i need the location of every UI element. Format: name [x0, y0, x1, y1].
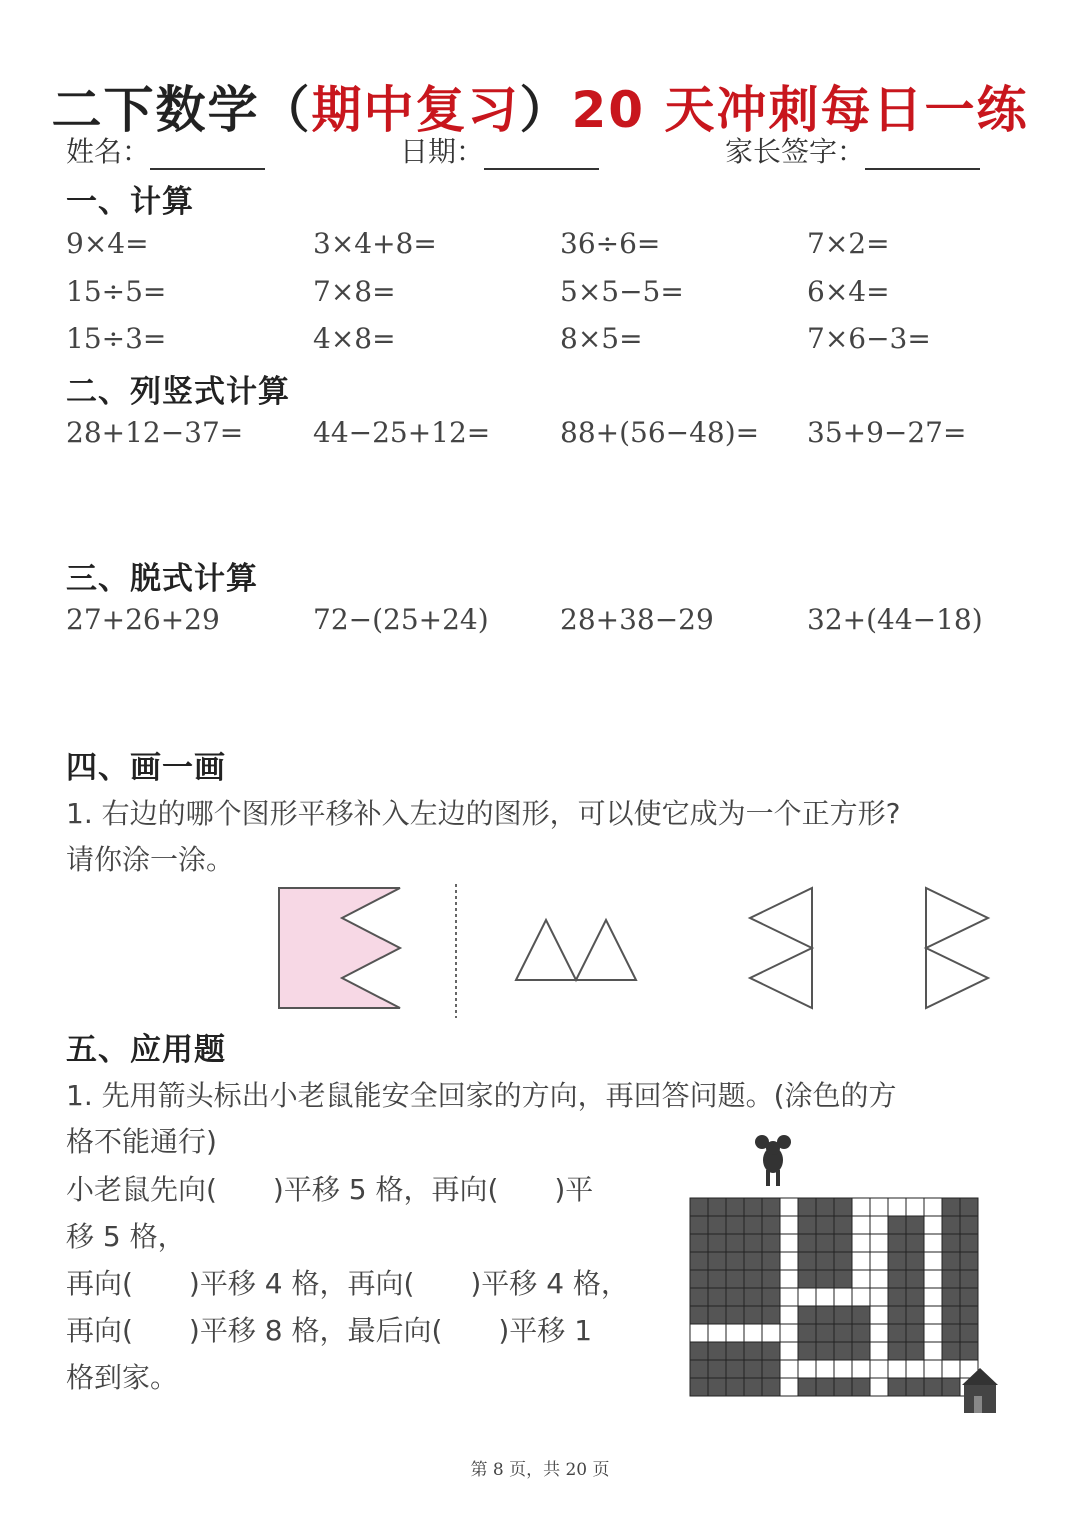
maze-blocked-cell[interactable] — [906, 1342, 924, 1360]
option-triangles-right[interactable] — [926, 888, 988, 1008]
maze-figure — [680, 1130, 1010, 1420]
option-triangles-up[interactable] — [516, 920, 636, 980]
date-label: 日期： — [400, 135, 485, 168]
sign-field — [725, 130, 980, 170]
maze-open-cell[interactable] — [780, 1234, 798, 1252]
section-3-heading: 三、脱式计算 — [66, 561, 258, 597]
vertical-item: 35+9−27= — [807, 416, 967, 449]
vertical-item: 88+(56−48)= — [560, 416, 760, 449]
maze-open-cell[interactable] — [852, 1216, 870, 1234]
maze-open-cell[interactable] — [924, 1198, 942, 1216]
maze-open-cell[interactable] — [798, 1288, 816, 1306]
name-label: 姓名： — [66, 135, 151, 168]
maze-blocked-cell[interactable] — [816, 1252, 834, 1270]
maze-blocked-cell[interactable] — [906, 1216, 924, 1234]
maze-blocked-cell[interactable] — [726, 1306, 744, 1324]
maze-blocked-cell[interactable] — [708, 1306, 726, 1324]
maze-open-cell[interactable] — [870, 1252, 888, 1270]
maze-blocked-cell[interactable] — [798, 1198, 816, 1216]
maze-open-cell[interactable] — [834, 1360, 852, 1378]
maze-blocked-cell[interactable] — [888, 1378, 906, 1396]
maze-open-cell[interactable] — [690, 1324, 708, 1342]
maze-blocked-cell[interactable] — [744, 1252, 762, 1270]
calc-item: 15÷5= — [66, 275, 167, 308]
maze-blocked-cell[interactable] — [906, 1270, 924, 1288]
sign-blank[interactable] — [865, 138, 980, 170]
maze-blocked-cell[interactable] — [798, 1252, 816, 1270]
app-question-line4: 移 5 格， — [66, 1220, 186, 1253]
maze-blocked-cell[interactable] — [798, 1342, 816, 1360]
calc-item: 3×4+8= — [313, 227, 437, 260]
section-4-heading: 四、画一画 — [66, 750, 226, 786]
maze-blocked-cell[interactable] — [708, 1342, 726, 1360]
maze-open-cell[interactable] — [780, 1216, 798, 1234]
maze-blocked-cell[interactable] — [708, 1288, 726, 1306]
maze-open-cell[interactable] — [852, 1270, 870, 1288]
maze-blocked-cell[interactable] — [816, 1270, 834, 1288]
app-question-line1: 1. 先用箭头标出小老鼠能安全回家的方向，再回答问题。(涂色的方 — [66, 1079, 897, 1112]
maze-open-cell[interactable] — [780, 1198, 798, 1216]
maze-open-cell[interactable] — [852, 1198, 870, 1216]
maze-blocked-cell[interactable] — [960, 1324, 978, 1342]
maze-blocked-cell[interactable] — [798, 1216, 816, 1234]
maze-blocked-cell[interactable] — [834, 1306, 852, 1324]
maze-blocked-cell[interactable] — [690, 1306, 708, 1324]
maze-blocked-cell[interactable] — [798, 1324, 816, 1342]
maze-open-cell[interactable] — [780, 1288, 798, 1306]
maze-blocked-cell[interactable] — [888, 1288, 906, 1306]
maze-blocked-cell[interactable] — [744, 1378, 762, 1396]
calc-item: 7×6−3= — [807, 322, 931, 355]
stepwise-item: 27+26+29 — [66, 603, 220, 636]
date-field — [400, 130, 599, 170]
maze-blocked-cell[interactable] — [690, 1342, 708, 1360]
maze-blocked-cell[interactable] — [744, 1216, 762, 1234]
maze-blocked-cell[interactable] — [816, 1198, 834, 1216]
maze-blocked-cell[interactable] — [888, 1270, 906, 1288]
maze-blocked-cell[interactable] — [762, 1198, 780, 1216]
draw-question-line2: 请你涂一涂。 — [66, 843, 235, 876]
sign-label: 家长签字： — [725, 135, 866, 168]
maze-blocked-cell[interactable] — [744, 1288, 762, 1306]
maze-blocked-cell[interactable] — [690, 1270, 708, 1288]
maze-blocked-cell[interactable] — [852, 1378, 870, 1396]
maze-blocked-cell[interactable] — [888, 1324, 906, 1342]
stepwise-item: 72−(25+24) — [313, 603, 489, 636]
name-blank[interactable] — [150, 138, 265, 170]
maze-open-cell[interactable] — [906, 1360, 924, 1378]
maze-blocked-cell[interactable] — [942, 1378, 960, 1396]
maze-blocked-cell[interactable] — [834, 1198, 852, 1216]
maze-open-cell[interactable] — [780, 1378, 798, 1396]
maze-blocked-cell[interactable] — [762, 1378, 780, 1396]
maze-blocked-cell[interactable] — [816, 1306, 834, 1324]
calc-item: 5×5−5= — [560, 275, 684, 308]
maze-blocked-cell[interactable] — [942, 1252, 960, 1270]
maze-blocked-cell[interactable] — [744, 1306, 762, 1324]
maze-open-cell[interactable] — [924, 1252, 942, 1270]
maze-open-cell[interactable] — [870, 1324, 888, 1342]
maze-blocked-cell[interactable] — [708, 1378, 726, 1396]
maze-open-cell[interactable] — [924, 1234, 942, 1252]
maze-blocked-cell[interactable] — [942, 1270, 960, 1288]
calc-item: 7×2= — [807, 227, 890, 260]
maze-blocked-cell[interactable] — [726, 1288, 744, 1306]
maze-open-cell[interactable] — [924, 1306, 942, 1324]
maze-open-cell[interactable] — [870, 1360, 888, 1378]
notched-square-figure — [279, 888, 400, 1008]
maze-blocked-cell[interactable] — [906, 1306, 924, 1324]
maze-blocked-cell[interactable] — [960, 1288, 978, 1306]
maze-open-cell[interactable] — [780, 1342, 798, 1360]
maze-open-cell[interactable] — [780, 1360, 798, 1378]
maze-blocked-cell[interactable] — [942, 1216, 960, 1234]
mouse-icon — [755, 1135, 791, 1186]
maze-blocked-cell[interactable] — [744, 1360, 762, 1378]
maze-open-cell[interactable] — [870, 1198, 888, 1216]
stepwise-item: 32+(44−18) — [807, 603, 983, 636]
maze-blocked-cell[interactable] — [690, 1288, 708, 1306]
maze-blocked-cell[interactable] — [906, 1234, 924, 1252]
maze-blocked-cell[interactable] — [798, 1306, 816, 1324]
maze-blocked-cell[interactable] — [852, 1342, 870, 1360]
maze-blocked-cell[interactable] — [906, 1288, 924, 1306]
maze-blocked-cell[interactable] — [708, 1252, 726, 1270]
maze-open-cell[interactable] — [870, 1216, 888, 1234]
maze-blocked-cell[interactable] — [816, 1324, 834, 1342]
maze-open-cell[interactable] — [870, 1342, 888, 1360]
maze-blocked-cell[interactable] — [708, 1198, 726, 1216]
draw-question-line1: 1. 右边的哪个图形平移补入左边的图形，可以使它成为一个正方形? — [66, 797, 901, 830]
maze-open-cell[interactable] — [924, 1270, 942, 1288]
maze-blocked-cell[interactable] — [834, 1342, 852, 1360]
maze-open-cell[interactable] — [762, 1324, 780, 1342]
maze-blocked-cell[interactable] — [888, 1216, 906, 1234]
maze-blocked-cell[interactable] — [762, 1234, 780, 1252]
translation-figures — [270, 880, 1010, 1020]
calc-item: 7×8= — [313, 275, 396, 308]
maze-blocked-cell[interactable] — [816, 1378, 834, 1396]
maze-blocked-cell[interactable] — [834, 1252, 852, 1270]
calc-item: 8×5= — [560, 322, 643, 355]
option-triangles-left[interactable] — [750, 888, 812, 1008]
maze-blocked-cell[interactable] — [708, 1216, 726, 1234]
maze-blocked-cell[interactable] — [726, 1342, 744, 1360]
maze-open-cell[interactable] — [780, 1324, 798, 1342]
calc-item: 36÷6= — [560, 227, 661, 260]
maze-blocked-cell[interactable] — [690, 1378, 708, 1396]
title-part3: ） — [519, 81, 572, 139]
maze-blocked-cell[interactable] — [744, 1270, 762, 1288]
maze-open-cell[interactable] — [798, 1360, 816, 1378]
maze-blocked-cell[interactable] — [888, 1342, 906, 1360]
maze-open-cell[interactable] — [870, 1378, 888, 1396]
maze-blocked-cell[interactable] — [690, 1216, 708, 1234]
app-question-line3: 小老鼠先向( )平移 5 格，再向( )平 — [66, 1173, 594, 1206]
maze-blocked-cell[interactable] — [888, 1306, 906, 1324]
title-part1: 二下数学（ — [51, 81, 312, 139]
name-field — [66, 130, 265, 170]
maze-blocked-cell[interactable] — [960, 1198, 978, 1216]
maze-blocked-cell[interactable] — [762, 1216, 780, 1234]
maze-open-cell[interactable] — [870, 1306, 888, 1324]
maze-open-cell[interactable] — [924, 1324, 942, 1342]
maze-blocked-cell[interactable] — [798, 1378, 816, 1396]
maze-blocked-cell[interactable] — [960, 1234, 978, 1252]
maze-blocked-cell[interactable] — [888, 1252, 906, 1270]
maze-blocked-cell[interactable] — [762, 1288, 780, 1306]
maze-open-cell[interactable] — [924, 1216, 942, 1234]
maze-open-cell[interactable] — [852, 1252, 870, 1270]
maze-open-cell[interactable] — [888, 1360, 906, 1378]
maze-open-cell[interactable] — [780, 1270, 798, 1288]
maze-open-cell[interactable] — [906, 1198, 924, 1216]
maze-open-cell[interactable] — [816, 1360, 834, 1378]
maze-grid — [690, 1198, 978, 1396]
date-blank[interactable] — [484, 138, 599, 170]
title-part4: 20 天冲刺每日一练 — [571, 81, 1029, 139]
stepwise-item: 28+38−29 — [560, 603, 714, 636]
maze-blocked-cell[interactable] — [762, 1360, 780, 1378]
maze-blocked-cell[interactable] — [834, 1234, 852, 1252]
maze-blocked-cell[interactable] — [744, 1342, 762, 1360]
maze-blocked-cell[interactable] — [726, 1252, 744, 1270]
maze-blocked-cell[interactable] — [942, 1198, 960, 1216]
maze-blocked-cell[interactable] — [726, 1378, 744, 1396]
maze-blocked-cell[interactable] — [960, 1342, 978, 1360]
maze-blocked-cell[interactable] — [834, 1270, 852, 1288]
maze-blocked-cell[interactable] — [906, 1252, 924, 1270]
maze-open-cell[interactable] — [744, 1324, 762, 1342]
section-1-heading: 一、计算 — [66, 184, 194, 220]
maze-blocked-cell[interactable] — [744, 1198, 762, 1216]
maze-blocked-cell[interactable] — [906, 1324, 924, 1342]
maze-blocked-cell[interactable] — [708, 1360, 726, 1378]
maze-blocked-cell[interactable] — [960, 1252, 978, 1270]
maze-blocked-cell[interactable] — [816, 1342, 834, 1360]
maze-blocked-cell[interactable] — [852, 1324, 870, 1342]
maze-blocked-cell[interactable] — [960, 1270, 978, 1288]
maze-blocked-cell[interactable] — [762, 1252, 780, 1270]
section-2-heading: 二、列竖式计算 — [66, 374, 290, 410]
app-question-line2: 格不能通行) — [66, 1125, 217, 1158]
app-question-line5: 再向( )平移 4 格，再向( )平移 4 格， — [66, 1267, 629, 1300]
maze-open-cell[interactable] — [888, 1198, 906, 1216]
calc-item: 4×8= — [313, 322, 396, 355]
maze-blocked-cell[interactable] — [960, 1216, 978, 1234]
maze-blocked-cell[interactable] — [852, 1306, 870, 1324]
maze-blocked-cell[interactable] — [690, 1252, 708, 1270]
calc-item: 9×4= — [66, 227, 149, 260]
maze-blocked-cell[interactable] — [762, 1342, 780, 1360]
maze-blocked-cell[interactable] — [816, 1234, 834, 1252]
maze-open-cell[interactable] — [852, 1360, 870, 1378]
maze-blocked-cell[interactable] — [942, 1234, 960, 1252]
maze-blocked-cell[interactable] — [834, 1324, 852, 1342]
maze-blocked-cell[interactable] — [906, 1378, 924, 1396]
maze-blocked-cell[interactable] — [726, 1270, 744, 1288]
maze-blocked-cell[interactable] — [762, 1270, 780, 1288]
maze-blocked-cell[interactable] — [960, 1306, 978, 1324]
app-question-line6: 再向( )平移 8 格，最后向( )平移 1 — [66, 1314, 593, 1347]
title-part2: 期中复习 — [311, 81, 520, 139]
vertical-item: 44−25+12= — [313, 416, 491, 449]
maze-open-cell[interactable] — [924, 1342, 942, 1360]
maze-open-cell[interactable] — [852, 1234, 870, 1252]
maze-open-cell[interactable] — [924, 1360, 942, 1378]
maze-open-cell[interactable] — [816, 1288, 834, 1306]
maze-blocked-cell[interactable] — [726, 1234, 744, 1252]
maze-blocked-cell[interactable] — [834, 1216, 852, 1234]
maze-blocked-cell[interactable] — [798, 1234, 816, 1252]
maze-open-cell[interactable] — [870, 1234, 888, 1252]
maze-open-cell[interactable] — [780, 1252, 798, 1270]
maze-blocked-cell[interactable] — [942, 1306, 960, 1324]
maze-blocked-cell[interactable] — [942, 1288, 960, 1306]
maze-blocked-cell[interactable] — [726, 1216, 744, 1234]
maze-open-cell[interactable] — [870, 1270, 888, 1288]
maze-blocked-cell[interactable] — [690, 1360, 708, 1378]
maze-blocked-cell[interactable] — [708, 1270, 726, 1288]
maze-blocked-cell[interactable] — [942, 1342, 960, 1360]
maze-blocked-cell[interactable] — [924, 1378, 942, 1396]
maze-blocked-cell[interactable] — [726, 1360, 744, 1378]
maze-blocked-cell[interactable] — [834, 1378, 852, 1396]
maze-blocked-cell[interactable] — [942, 1324, 960, 1342]
maze-open-cell[interactable] — [870, 1288, 888, 1306]
maze-blocked-cell[interactable] — [762, 1306, 780, 1324]
page-footer: 第 8 页，共 20 页 — [470, 1460, 610, 1480]
section-5-heading: 五、应用题 — [66, 1032, 226, 1068]
maze-open-cell[interactable] — [726, 1324, 744, 1342]
maze-blocked-cell[interactable] — [726, 1198, 744, 1216]
maze-open-cell[interactable] — [834, 1288, 852, 1306]
app-question-line7: 格到家。 — [66, 1361, 179, 1394]
maze-open-cell[interactable] — [942, 1360, 960, 1378]
calc-item: 15÷3= — [66, 322, 167, 355]
maze-blocked-cell[interactable] — [690, 1198, 708, 1216]
maze-blocked-cell[interactable] — [816, 1216, 834, 1234]
maze-open-cell[interactable] — [924, 1288, 942, 1306]
maze-blocked-cell[interactable] — [690, 1234, 708, 1252]
vertical-item: 28+12−37= — [66, 416, 244, 449]
maze-open-cell[interactable] — [780, 1306, 798, 1324]
maze-blocked-cell[interactable] — [744, 1234, 762, 1252]
calc-item: 6×4= — [807, 275, 890, 308]
maze-blocked-cell[interactable] — [798, 1270, 816, 1288]
maze-open-cell[interactable] — [852, 1288, 870, 1306]
maze-blocked-cell[interactable] — [888, 1234, 906, 1252]
maze-open-cell[interactable] — [708, 1324, 726, 1342]
maze-blocked-cell[interactable] — [708, 1234, 726, 1252]
